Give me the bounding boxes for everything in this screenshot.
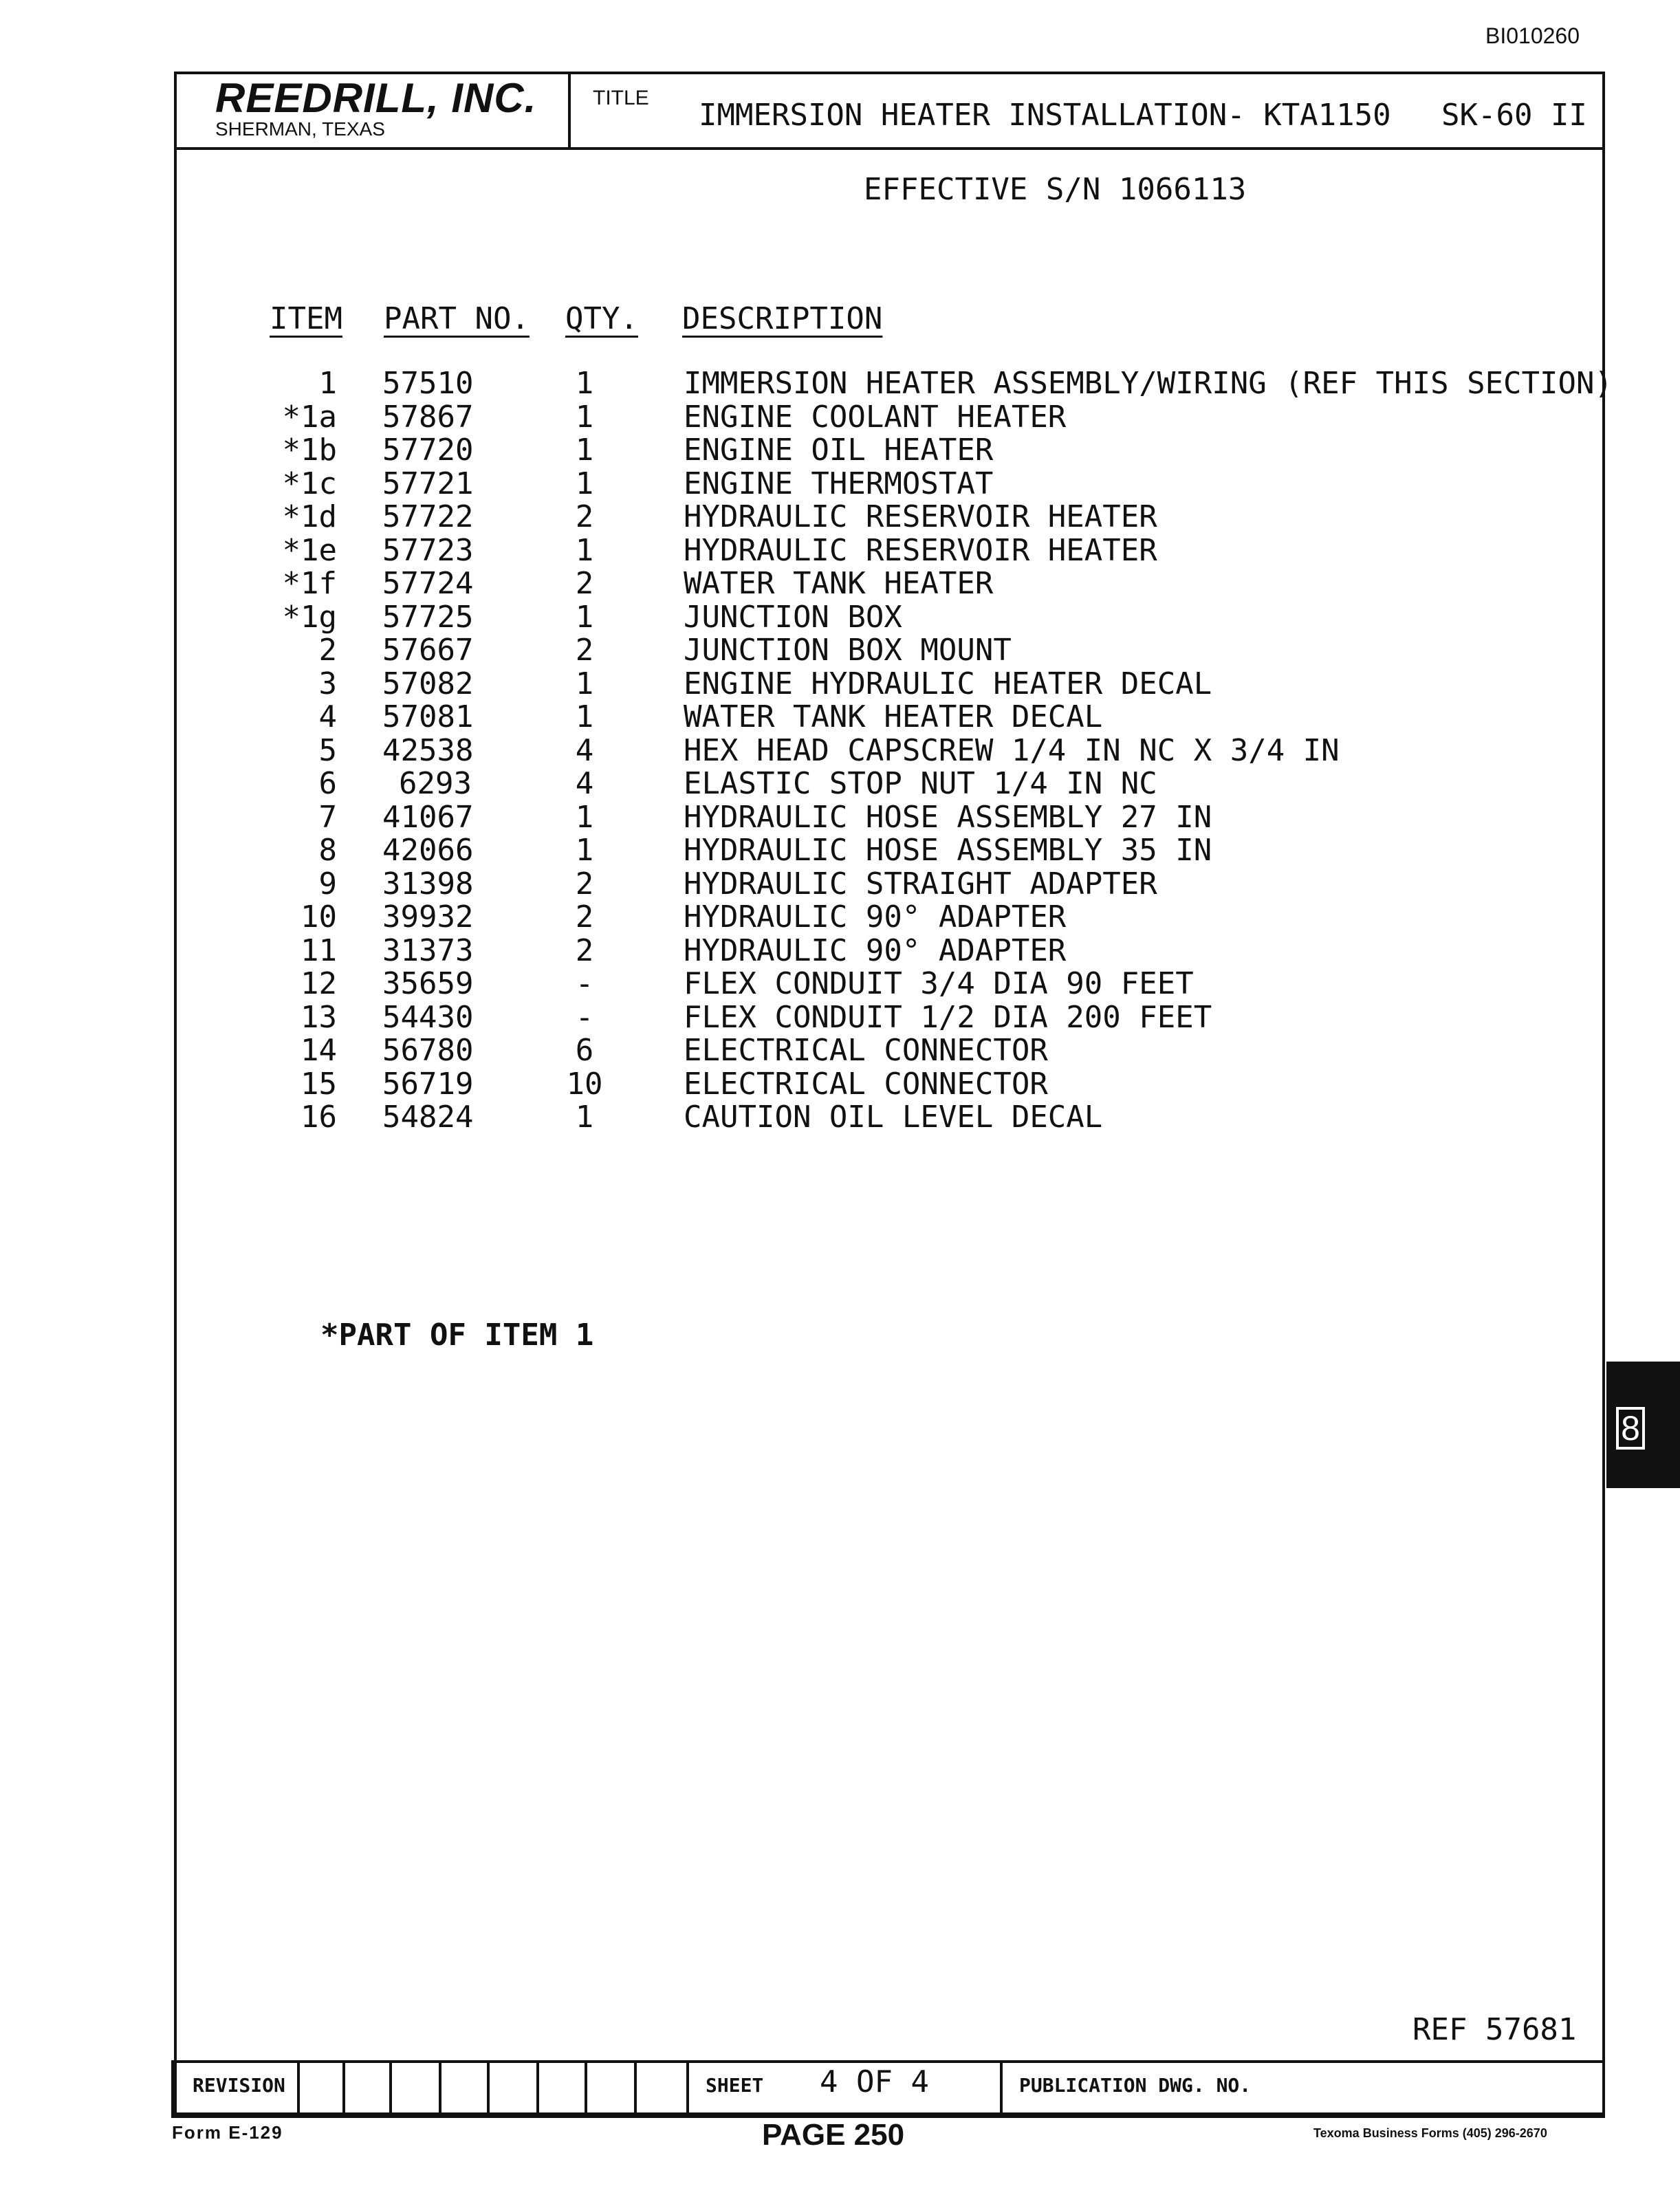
part-number-cell: 42538 <box>382 732 474 768</box>
part-number-cell: 57667 <box>382 633 474 668</box>
description-cell: ELASTIC STOP NUT 1/4 IN NC <box>684 766 1157 801</box>
item-cell: 7 <box>318 799 337 835</box>
effective-serial: EFFECTIVE S/N 1066113 <box>864 172 1247 207</box>
part-number-cell: 57720 <box>382 433 474 468</box>
description-cell: ELECTRICAL CONNECTOR <box>684 1066 1048 1102</box>
revision-cell-divider <box>342 2060 345 2118</box>
table-row <box>0 633 1680 666</box>
column-header-item: ITEM <box>270 301 342 336</box>
table-row <box>0 833 1680 866</box>
description-cell: CAUTION OIL LEVEL DECAL <box>684 1100 1103 1135</box>
quantity-cell: 1 <box>575 699 594 734</box>
document-title: IMMERSION HEATER INSTALLATION- KTA1150 <box>699 98 1391 133</box>
table-row <box>0 766 1680 800</box>
column-header-qty: QTY. <box>565 301 638 336</box>
item-cell: 2 <box>318 633 337 668</box>
description-cell: HYDRAULIC 90° ADAPTER <box>684 932 1067 968</box>
table-row <box>0 733 1680 767</box>
item-cell: *1c <box>282 466 337 501</box>
revision-cell-divider <box>439 2060 441 2118</box>
revision-cell-divider <box>536 2060 539 2118</box>
table-row <box>0 666 1680 700</box>
quantity-cell: 1 <box>575 599 594 635</box>
item-cell: 8 <box>318 833 337 868</box>
item-cell: 13 <box>301 999 337 1035</box>
quantity-cell: 4 <box>575 732 594 768</box>
item-cell: 12 <box>301 966 337 1001</box>
description-cell: FLEX CONDUIT 3/4 DIA 90 FEET <box>684 966 1194 1001</box>
title-block-divider <box>568 72 571 150</box>
description-cell: HEX HEAD CAPSCREW 1/4 IN NC X 3/4 IN <box>684 732 1340 768</box>
part-number-cell: 31373 <box>382 932 474 968</box>
table-row <box>0 466 1680 500</box>
sheet-value: 4 OF 4 <box>820 2064 929 2099</box>
table-row <box>0 433 1680 466</box>
part-number-cell: 56780 <box>382 1033 474 1068</box>
section-tab-number: 8 <box>1616 1407 1645 1450</box>
quantity-cell: 2 <box>575 633 594 668</box>
revision-cell-divider <box>585 2060 587 2118</box>
quantity-cell: 2 <box>575 866 594 902</box>
table-row <box>0 366 1680 400</box>
table-row <box>0 1000 1680 1034</box>
table-row <box>0 499 1680 533</box>
description-cell: HYDRAULIC 90° ADAPTER <box>684 899 1067 935</box>
table-row <box>0 1033 1680 1067</box>
description-cell: FLEX CONDUIT 1/2 DIA 200 FEET <box>684 999 1212 1035</box>
item-cell: *1f <box>282 566 337 601</box>
quantity-cell: 4 <box>575 766 594 801</box>
form-id: Form E-129 <box>172 2122 283 2143</box>
revision-cell-divider <box>487 2060 490 2118</box>
part-number-cell: 42066 <box>382 833 474 868</box>
quantity-cell: 1 <box>575 366 594 401</box>
revision-cell-divider <box>686 2060 689 2118</box>
item-cell: *1b <box>282 433 337 468</box>
footnote: *PART OF ITEM 1 <box>320 1318 594 1353</box>
description-cell: ELECTRICAL CONNECTOR <box>684 1033 1048 1068</box>
item-cell: 5 <box>318 732 337 768</box>
quantity-cell: 1 <box>575 532 594 568</box>
parts-list <box>0 366 1680 1133</box>
table-row <box>0 800 1680 833</box>
document-id: BI010260 <box>1485 23 1580 48</box>
table-row <box>0 1067 1680 1100</box>
part-number-cell: 56719 <box>382 1066 474 1102</box>
quantity-cell: 6 <box>575 1033 594 1068</box>
table-row <box>0 1100 1680 1133</box>
description-cell: HYDRAULIC HOSE ASSEMBLY 27 IN <box>684 799 1212 835</box>
description-cell: ENGINE OIL HEATER <box>684 433 994 468</box>
part-number-cell: 31398 <box>382 866 474 902</box>
item-cell: 3 <box>318 666 337 701</box>
description-cell: WATER TANK HEATER <box>684 566 994 601</box>
item-cell: 10 <box>301 899 337 935</box>
quantity-cell: 2 <box>575 899 594 935</box>
description-cell: ENGINE HYDRAULIC HEATER DECAL <box>684 666 1212 701</box>
quantity-cell: 1 <box>575 666 594 701</box>
quantity-cell: 10 <box>566 1066 603 1102</box>
model-code: SK-60 II <box>1441 98 1587 133</box>
part-number-cell: 39932 <box>382 899 474 935</box>
item-cell: 6 <box>318 766 337 801</box>
quantity-cell: 2 <box>575 932 594 968</box>
item-cell: *1g <box>282 599 337 635</box>
item-cell: 1 <box>318 366 337 401</box>
part-number-cell: 57725 <box>382 599 474 635</box>
quantity-cell: 1 <box>575 1100 594 1135</box>
part-number-cell: 6293 <box>399 766 472 801</box>
revision-cell-divider <box>389 2060 392 2118</box>
table-row <box>0 600 1680 633</box>
quantity-cell: 1 <box>575 466 594 501</box>
part-number-cell: 57723 <box>382 532 474 568</box>
part-number-cell: 57724 <box>382 566 474 601</box>
table-row <box>0 566 1680 600</box>
part-number-cell: 54824 <box>382 1100 474 1135</box>
item-cell: 16 <box>301 1100 337 1135</box>
quantity-cell: 2 <box>575 566 594 601</box>
quantity-cell: 1 <box>575 833 594 868</box>
description-cell: HYDRAULIC RESERVOIR HEATER <box>684 532 1157 568</box>
title-label: TITLE <box>593 87 649 109</box>
part-number-cell: 41067 <box>382 799 474 835</box>
printer-credit: Texoma Business Forms (405) 296-2670 <box>1313 2126 1547 2140</box>
revision-label: REVISION <box>193 2074 285 2097</box>
part-number-cell: 57510 <box>382 366 474 401</box>
revision-cell-divider <box>297 2060 300 2118</box>
quantity-cell: 1 <box>575 433 594 468</box>
description-cell: ENGINE THERMOSTAT <box>684 466 994 501</box>
publication-label: PUBLICATION DWG. NO. <box>1019 2074 1252 2097</box>
item-cell: *1d <box>282 499 337 534</box>
quantity-cell: 2 <box>575 499 594 534</box>
column-header-part-no: PART NO. <box>384 301 530 336</box>
table-row <box>0 699 1680 733</box>
part-number-cell: 57722 <box>382 499 474 534</box>
company-name: REEDRILL, INC. <box>215 75 537 121</box>
item-cell: *1a <box>282 399 337 435</box>
part-number-cell: 57082 <box>382 666 474 701</box>
part-number-cell: 57867 <box>382 399 474 435</box>
description-cell: HYDRAULIC STRAIGHT ADAPTER <box>684 866 1157 902</box>
description-cell: ENGINE COOLANT HEATER <box>684 399 1067 435</box>
description-cell: WATER TANK HEATER DECAL <box>684 699 1103 734</box>
table-row <box>0 966 1680 1000</box>
quantity-cell: - <box>575 999 594 1035</box>
description-cell: JUNCTION BOX MOUNT <box>684 633 1012 668</box>
part-number-cell: 57721 <box>382 466 474 501</box>
page-number: PAGE 250 <box>762 2118 905 2152</box>
item-cell: 15 <box>301 1066 337 1102</box>
description-cell: IMMERSION HEATER ASSEMBLY/WIRING (REF THIS SECTION) <box>684 366 1613 401</box>
table-row <box>0 533 1680 567</box>
part-number-cell: 57081 <box>382 699 474 734</box>
table-row <box>0 866 1680 900</box>
revision-cell-divider <box>634 2060 637 2118</box>
company-location: SHERMAN, TEXAS <box>215 118 385 140</box>
item-cell: 14 <box>301 1033 337 1068</box>
quantity-cell: - <box>575 966 594 1001</box>
sheet-cell-divider <box>1000 2060 1003 2118</box>
item-cell: 11 <box>301 932 337 968</box>
table-row <box>0 933 1680 967</box>
description-cell: HYDRAULIC RESERVOIR HEATER <box>684 499 1157 534</box>
description-cell: HYDRAULIC HOSE ASSEMBLY 35 IN <box>684 833 1212 868</box>
sheet-label: SHEET <box>706 2074 764 2097</box>
item-cell: 9 <box>318 866 337 902</box>
part-number-cell: 35659 <box>382 966 474 1001</box>
quantity-cell: 1 <box>575 799 594 835</box>
item-cell: 4 <box>318 699 337 734</box>
table-row <box>0 899 1680 933</box>
part-number-cell: 54430 <box>382 999 474 1035</box>
description-cell: JUNCTION BOX <box>684 599 902 635</box>
item-cell: *1e <box>282 532 337 568</box>
column-header-description: DESCRIPTION <box>682 301 883 336</box>
quantity-cell: 1 <box>575 399 594 435</box>
table-row <box>0 400 1680 433</box>
reference-number: REF 57681 <box>1412 2012 1577 2047</box>
